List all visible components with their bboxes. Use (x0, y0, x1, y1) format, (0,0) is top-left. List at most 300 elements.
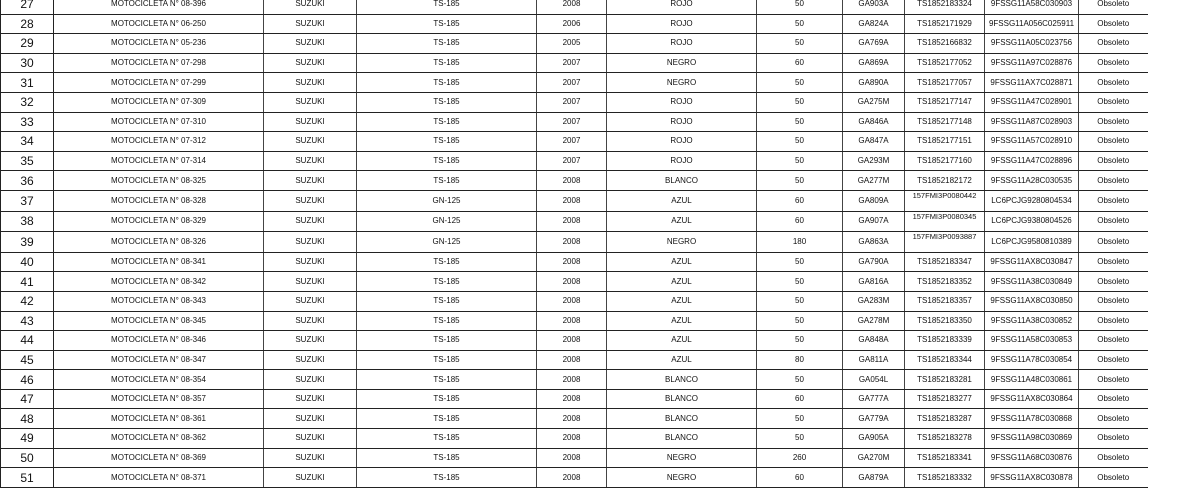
cell-brand: SUZUKI (264, 291, 357, 311)
cell-brand: SUZUKI (264, 0, 357, 14)
cell-color: BLANCO (607, 429, 757, 449)
cell-color: BLANCO (607, 389, 757, 409)
cell-description: MOTOCICLETA N° 08-326 (54, 232, 264, 253)
cell-quantity: 60 (757, 211, 843, 232)
cell-brand: SUZUKI (264, 389, 357, 409)
cell-plate: GA283M (843, 291, 905, 311)
cell-model: TS-185 (357, 112, 537, 132)
cell-model: GN-125 (357, 190, 537, 211)
cell-quantity: 50 (757, 331, 843, 351)
cell-quantity: 60 (757, 389, 843, 409)
cell-plate: GA811A (843, 350, 905, 370)
table-row (1, 370, 1148, 390)
cell-brand: SUZUKI (264, 14, 357, 34)
cell-engine-number: TS1852177147 (905, 92, 985, 112)
cell-status: Obsoleto (1079, 429, 1148, 449)
table-row (1, 171, 1148, 191)
cell-chassis-number: 9FSSG11A48C030861 (985, 370, 1079, 390)
cell-plate: GA779A (843, 409, 905, 429)
cell-brand: SUZUKI (264, 151, 357, 171)
cell-engine-number: TS1852183339 (905, 331, 985, 351)
cell-description: MOTOCICLETA N° 08-346 (54, 331, 264, 351)
cell-chassis-number: LC6PCJG9280804534 (985, 190, 1079, 211)
cell-status: Obsoleto (1079, 389, 1148, 409)
cell-description: MOTOCICLETA N° 08-343 (54, 291, 264, 311)
row-number: 32 (1, 92, 54, 112)
cell-plate: GA905A (843, 429, 905, 449)
table-row (1, 14, 1148, 34)
cell-color: AZUL (607, 211, 757, 232)
cell-description: MOTOCICLETA N° 08-361 (54, 409, 264, 429)
cell-quantity: 50 (757, 14, 843, 34)
cell-status: Obsoleto (1079, 211, 1148, 232)
table-row (1, 151, 1148, 171)
row-number: 35 (1, 151, 54, 171)
cell-color: ROJO (607, 92, 757, 112)
cell-chassis-number: 9FSSG11AX8C030847 (985, 252, 1079, 272)
row-number: 38 (1, 211, 54, 232)
cell-year: 2008 (537, 350, 607, 370)
table-row (1, 291, 1148, 311)
row-number: 34 (1, 132, 54, 152)
cell-description: MOTOCICLETA N° 07-310 (54, 112, 264, 132)
cell-chassis-number: 9FSSG11A87C028903 (985, 112, 1079, 132)
cell-color: BLANCO (607, 370, 757, 390)
cell-brand: SUZUKI (264, 73, 357, 93)
cell-year: 2008 (537, 370, 607, 390)
cell-status: Obsoleto (1079, 190, 1148, 211)
cell-quantity: 50 (757, 92, 843, 112)
cell-color: BLANCO (607, 409, 757, 429)
cell-year: 2008 (537, 291, 607, 311)
cell-quantity: 50 (757, 311, 843, 331)
table-row (1, 468, 1148, 488)
cell-quantity: 50 (757, 370, 843, 390)
cell-year: 2008 (537, 468, 607, 488)
cell-chassis-number: 9FSSG11A05C023756 (985, 34, 1079, 54)
cell-engine-number: TS1852183287 (905, 409, 985, 429)
cell-model: TS-185 (357, 171, 537, 191)
row-number: 48 (1, 409, 54, 429)
cell-brand: SUZUKI (264, 468, 357, 488)
cell-color: AZUL (607, 331, 757, 351)
cell-description: MOTOCICLETA N° 08-369 (54, 448, 264, 468)
cell-engine-number: TS1852183324 (905, 0, 985, 14)
cell-description: MOTOCICLETA N° 07-312 (54, 132, 264, 152)
cell-status: Obsoleto (1079, 331, 1148, 351)
table-row (1, 92, 1148, 112)
cell-chassis-number: LC6PCJG9380804526 (985, 211, 1079, 232)
cell-engine-number: TS1852177151 (905, 132, 985, 152)
cell-plate: GA848A (843, 331, 905, 351)
cell-chassis-number: 9FSSG11A58C030853 (985, 331, 1079, 351)
cell-brand: SUZUKI (264, 272, 357, 292)
row-number: 49 (1, 429, 54, 449)
cell-description: MOTOCICLETA N° 08-362 (54, 429, 264, 449)
cell-year: 2008 (537, 252, 607, 272)
cell-engine-number: TS1852183344 (905, 350, 985, 370)
cell-model: TS-185 (357, 448, 537, 468)
cell-status: Obsoleto (1079, 409, 1148, 429)
cell-color: NEGRO (607, 468, 757, 488)
cell-chassis-number: 9FSSG11A68C030876 (985, 448, 1079, 468)
cell-plate: GA847A (843, 132, 905, 152)
cell-plate: GA293M (843, 151, 905, 171)
cell-model: TS-185 (357, 389, 537, 409)
cell-model: TS-185 (357, 132, 537, 152)
cell-description: MOTOCICLETA N° 08-357 (54, 389, 264, 409)
cell-year: 2005 (537, 34, 607, 54)
cell-status: Obsoleto (1079, 252, 1148, 272)
cell-status: Obsoleto (1079, 291, 1148, 311)
row-number: 40 (1, 252, 54, 272)
cell-description: MOTOCICLETA N° 08-354 (54, 370, 264, 390)
row-number: 39 (1, 232, 54, 253)
cell-color: ROJO (607, 34, 757, 54)
table-row (1, 73, 1148, 93)
table-row (1, 252, 1148, 272)
cell-year: 2007 (537, 112, 607, 132)
cell-engine-number: TS1852183357 (905, 291, 985, 311)
cell-engine-number: TS1852183350 (905, 311, 985, 331)
cell-description: MOTOCICLETA N° 07-299 (54, 73, 264, 93)
cell-status: Obsoleto (1079, 92, 1148, 112)
row-number: 44 (1, 331, 54, 351)
cell-quantity: 50 (757, 171, 843, 191)
cell-brand: SUZUKI (264, 171, 357, 191)
cell-engine-number: 157FMI3P0080345 (905, 211, 985, 232)
cell-engine-number: TS1852183281 (905, 370, 985, 390)
cell-brand: SUZUKI (264, 112, 357, 132)
table-row (1, 448, 1148, 468)
cell-status: Obsoleto (1079, 272, 1148, 292)
cell-plate: GA879A (843, 468, 905, 488)
cell-year: 2007 (537, 53, 607, 73)
cell-plate: GA275M (843, 92, 905, 112)
table-row (1, 53, 1148, 73)
table-row (1, 0, 1148, 14)
table-row (1, 311, 1148, 331)
cell-description: MOTOCICLETA N° 07-309 (54, 92, 264, 112)
cell-model: TS-185 (357, 311, 537, 331)
cell-status: Obsoleto (1079, 151, 1148, 171)
cell-description: MOTOCICLETA N° 08-328 (54, 190, 264, 211)
cell-plate: GA270M (843, 448, 905, 468)
cell-brand: SUZUKI (264, 331, 357, 351)
cell-color: NEGRO (607, 73, 757, 93)
table-row (1, 232, 1148, 253)
cell-chassis-number: 9FSSG11A57C028910 (985, 132, 1079, 152)
cell-description: MOTOCICLETA N° 08-341 (54, 252, 264, 272)
cell-engine-number: TS1852177052 (905, 53, 985, 73)
cell-model: TS-185 (357, 0, 537, 14)
table-row (1, 429, 1148, 449)
cell-chassis-number: 9FSSG11A98C030869 (985, 429, 1079, 449)
cell-model: TS-185 (357, 409, 537, 429)
cell-brand: SUZUKI (264, 409, 357, 429)
cell-status: Obsoleto (1079, 14, 1148, 34)
row-number: 36 (1, 171, 54, 191)
cell-color: AZUL (607, 350, 757, 370)
row-number: 43 (1, 311, 54, 331)
cell-brand: SUZUKI (264, 232, 357, 253)
cell-description: MOTOCICLETA N° 08-345 (54, 311, 264, 331)
cell-color: AZUL (607, 311, 757, 331)
row-number: 33 (1, 112, 54, 132)
cell-color: AZUL (607, 190, 757, 211)
cell-status: Obsoleto (1079, 53, 1148, 73)
cell-year: 2008 (537, 311, 607, 331)
cell-year: 2007 (537, 151, 607, 171)
cell-model: TS-185 (357, 34, 537, 54)
cell-chassis-number: 9FSSG11A28C030535 (985, 171, 1079, 191)
cell-brand: SUZUKI (264, 34, 357, 54)
cell-engine-number: 157FMI3P0093887 (905, 232, 985, 253)
cell-status: Obsoleto (1079, 34, 1148, 54)
cell-plate: GA790A (843, 252, 905, 272)
cell-engine-number: 157FMI3P0080442 (905, 190, 985, 211)
cell-year: 2007 (537, 132, 607, 152)
cell-quantity: 60 (757, 190, 843, 211)
cell-plate: GA777A (843, 389, 905, 409)
cell-status: Obsoleto (1079, 370, 1148, 390)
cell-engine-number: TS1852183341 (905, 448, 985, 468)
cell-plate: GA869A (843, 53, 905, 73)
cell-year: 2008 (537, 232, 607, 253)
cell-model: TS-185 (357, 14, 537, 34)
cell-brand: SUZUKI (264, 211, 357, 232)
cell-model: TS-185 (357, 468, 537, 488)
row-number: 28 (1, 14, 54, 34)
cell-quantity: 180 (757, 232, 843, 253)
cell-color: ROJO (607, 14, 757, 34)
cell-plate: GA846A (843, 112, 905, 132)
cell-chassis-number: 9FSSG11AX8C030878 (985, 468, 1079, 488)
cell-description: MOTOCICLETA N° 08-396 (54, 0, 264, 14)
cell-quantity: 50 (757, 409, 843, 429)
row-number: 50 (1, 448, 54, 468)
row-number: 41 (1, 272, 54, 292)
cell-description: MOTOCICLETA N° 08-325 (54, 171, 264, 191)
cell-year: 2008 (537, 429, 607, 449)
row-number: 42 (1, 291, 54, 311)
cell-quantity: 50 (757, 112, 843, 132)
table-row (1, 389, 1148, 409)
table-row (1, 409, 1148, 429)
cell-chassis-number: 9FSSG11A97C028876 (985, 53, 1079, 73)
cell-model: TS-185 (357, 291, 537, 311)
cell-plate: GA054L (843, 370, 905, 390)
cell-quantity: 50 (757, 291, 843, 311)
cell-quantity: 80 (757, 350, 843, 370)
cell-year: 2008 (537, 0, 607, 14)
cell-brand: SUZUKI (264, 370, 357, 390)
row-number: 45 (1, 350, 54, 370)
cell-plate: GA907A (843, 211, 905, 232)
cell-chassis-number: 9FSSG11AX8C030864 (985, 389, 1079, 409)
row-number: 29 (1, 34, 54, 54)
cell-quantity: 60 (757, 468, 843, 488)
cell-quantity: 260 (757, 448, 843, 468)
cell-model: TS-185 (357, 429, 537, 449)
cell-engine-number: TS1852183277 (905, 389, 985, 409)
cell-model: TS-185 (357, 331, 537, 351)
cell-year: 2007 (537, 73, 607, 93)
table-row (1, 34, 1148, 54)
cell-plate: GA277M (843, 171, 905, 191)
cell-model: TS-185 (357, 370, 537, 390)
cell-model: GN-125 (357, 232, 537, 253)
cell-model: TS-185 (357, 252, 537, 272)
cell-chassis-number: 9FSSG11A47C028901 (985, 92, 1079, 112)
cell-year: 2008 (537, 190, 607, 211)
table-row (1, 331, 1148, 351)
cell-quantity: 50 (757, 0, 843, 14)
cell-quantity: 50 (757, 272, 843, 292)
cell-chassis-number: 9FSSG11AX8C030850 (985, 291, 1079, 311)
cell-color: ROJO (607, 0, 757, 14)
cell-engine-number: TS1852177148 (905, 112, 985, 132)
cell-plate: GA769A (843, 34, 905, 54)
cell-color: AZUL (607, 252, 757, 272)
cell-status: Obsoleto (1079, 448, 1148, 468)
table-row (1, 112, 1148, 132)
cell-status: Obsoleto (1079, 350, 1148, 370)
cell-description: MOTOCICLETA N° 08-342 (54, 272, 264, 292)
cell-color: NEGRO (607, 448, 757, 468)
cell-status: Obsoleto (1079, 0, 1148, 14)
table-row (1, 272, 1148, 292)
cell-chassis-number: 9FSSG11A38C030849 (985, 272, 1079, 292)
cell-plate: GA903A (843, 0, 905, 14)
cell-color: ROJO (607, 132, 757, 152)
row-number: 46 (1, 370, 54, 390)
cell-quantity: 60 (757, 53, 843, 73)
cell-brand: SUZUKI (264, 190, 357, 211)
cell-engine-number: TS1852183347 (905, 252, 985, 272)
cell-color: ROJO (607, 151, 757, 171)
cell-chassis-number: 9FSSG11A38C030852 (985, 311, 1079, 331)
cell-model: TS-185 (357, 53, 537, 73)
cell-year: 2008 (537, 448, 607, 468)
cell-chassis-number: 9FSSG11AX7C028871 (985, 73, 1079, 93)
table-row (1, 211, 1148, 232)
row-number: 47 (1, 389, 54, 409)
cell-year: 2008 (537, 272, 607, 292)
cell-status: Obsoleto (1079, 468, 1148, 488)
cell-chassis-number: 9FSSG11A47C028896 (985, 151, 1079, 171)
row-number: 51 (1, 468, 54, 488)
cell-brand: SUZUKI (264, 311, 357, 331)
cell-year: 2008 (537, 171, 607, 191)
cell-engine-number: TS1852183352 (905, 272, 985, 292)
cell-quantity: 50 (757, 429, 843, 449)
cell-chassis-number: LC6PCJG9580810389 (985, 232, 1079, 253)
cell-model: TS-185 (357, 272, 537, 292)
cell-description: MOTOCICLETA N° 07-314 (54, 151, 264, 171)
cell-model: TS-185 (357, 73, 537, 93)
cell-chassis-number: 9FSSG11A78C030868 (985, 409, 1079, 429)
cell-description: MOTOCICLETA N° 08-329 (54, 211, 264, 232)
row-number: 31 (1, 73, 54, 93)
cell-engine-number: TS1852183332 (905, 468, 985, 488)
cell-engine-number: TS1852166832 (905, 34, 985, 54)
cell-chassis-number: 9FSSG11A056C025911 (985, 14, 1079, 34)
cell-quantity: 50 (757, 252, 843, 272)
cell-plate: GA278M (843, 311, 905, 331)
cell-description: MOTOCICLETA N° 08-371 (54, 468, 264, 488)
cell-plate: GA824A (843, 14, 905, 34)
cell-status: Obsoleto (1079, 112, 1148, 132)
cell-brand: SUZUKI (264, 92, 357, 112)
cell-description: MOTOCICLETA N° 08-347 (54, 350, 264, 370)
cell-quantity: 50 (757, 132, 843, 152)
cell-description: MOTOCICLETA N° 07-298 (54, 53, 264, 73)
cell-model: TS-185 (357, 92, 537, 112)
cell-quantity: 50 (757, 34, 843, 54)
cell-color: ROJO (607, 112, 757, 132)
cell-plate: GA890A (843, 73, 905, 93)
cell-brand: SUZUKI (264, 448, 357, 468)
cell-status: Obsoleto (1079, 232, 1148, 253)
cell-plate: GA863A (843, 232, 905, 253)
cell-description: MOTOCICLETA N° 05-236 (54, 34, 264, 54)
cell-color: BLANCO (607, 171, 757, 191)
cell-quantity: 50 (757, 151, 843, 171)
row-number: 30 (1, 53, 54, 73)
cell-year: 2007 (537, 92, 607, 112)
table-row (1, 132, 1148, 152)
cell-status: Obsoleto (1079, 73, 1148, 93)
cell-model: GN-125 (357, 211, 537, 232)
table-row (1, 350, 1148, 370)
cell-quantity: 50 (757, 73, 843, 93)
cell-engine-number: TS1852171929 (905, 14, 985, 34)
cell-brand: SUZUKI (264, 252, 357, 272)
cell-color: NEGRO (607, 232, 757, 253)
cell-engine-number: TS1852182172 (905, 171, 985, 191)
cell-model: TS-185 (357, 350, 537, 370)
table-row (1, 190, 1148, 211)
cell-brand: SUZUKI (264, 132, 357, 152)
cell-brand: SUZUKI (264, 53, 357, 73)
cell-color: NEGRO (607, 53, 757, 73)
cell-year: 2008 (537, 331, 607, 351)
cell-plate: GA809A (843, 190, 905, 211)
row-number: 27 (1, 0, 54, 14)
cell-color: AZUL (607, 272, 757, 292)
cell-plate: GA816A (843, 272, 905, 292)
cell-year: 2006 (537, 14, 607, 34)
cell-brand: SUZUKI (264, 350, 357, 370)
cell-color: AZUL (607, 291, 757, 311)
cell-status: Obsoleto (1079, 132, 1148, 152)
cell-year: 2008 (537, 409, 607, 429)
cell-brand: SUZUKI (264, 429, 357, 449)
row-number: 37 (1, 190, 54, 211)
cell-model: TS-185 (357, 151, 537, 171)
cell-description: MOTOCICLETA N° 06-250 (54, 14, 264, 34)
cell-chassis-number: 9FSSG11A78C030854 (985, 350, 1079, 370)
cell-year: 2008 (537, 211, 607, 232)
cell-engine-number: TS1852177057 (905, 73, 985, 93)
cell-chassis-number: 9FSSG11A58C030903 (985, 0, 1079, 14)
cell-status: Obsoleto (1079, 171, 1148, 191)
cell-engine-number: TS1852183278 (905, 429, 985, 449)
cell-engine-number: TS1852177160 (905, 151, 985, 171)
cell-status: Obsoleto (1079, 311, 1148, 331)
cell-year: 2008 (537, 389, 607, 409)
